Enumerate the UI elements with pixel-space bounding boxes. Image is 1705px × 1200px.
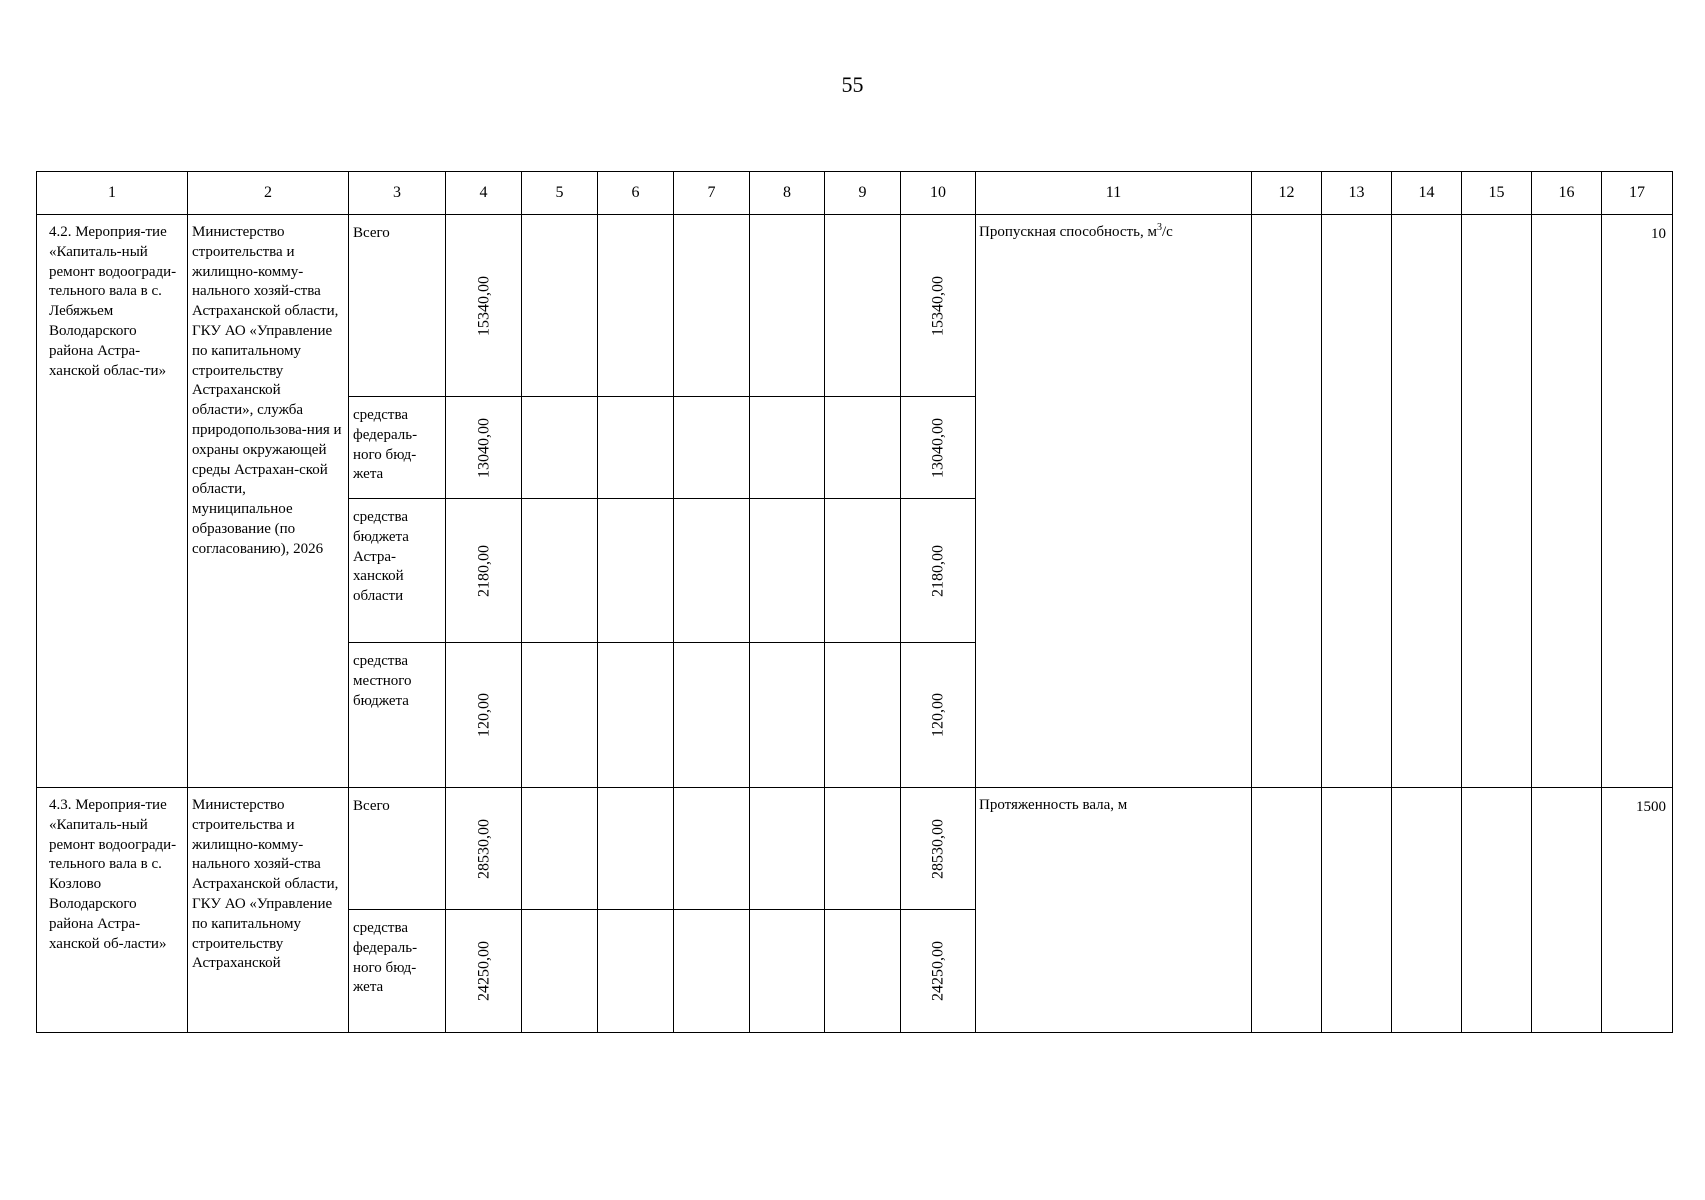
empty-cell xyxy=(825,499,901,643)
empty-cell xyxy=(598,397,674,499)
amount-col10: 15340,00 xyxy=(929,275,947,336)
amount-col4-cell xyxy=(446,788,522,910)
column-header: 10 xyxy=(901,172,976,215)
empty-cell xyxy=(674,215,750,397)
empty-cell xyxy=(1252,788,1322,1033)
amount-col10: 28530,00 xyxy=(929,818,947,879)
empty-cell xyxy=(1532,215,1602,788)
measure-name: 4.2. Мероприя-тие «Капиталь-ный ремонт водоогради-тельного вала в с. Лебяжьем Володарского района Астра-ханской облас-ти» xyxy=(49,224,177,379)
empty-cell xyxy=(750,643,825,788)
column-header: 4 xyxy=(446,172,522,215)
funding-source: средства местного бюджета xyxy=(353,653,412,709)
amount-col10: 120,00 xyxy=(929,693,947,737)
empty-cell xyxy=(1462,215,1532,788)
funding-source: средства федераль-ного бюд-жета xyxy=(353,920,418,996)
executor-text: Министерство строительства и жилищно-комму-нального хозяй-ства Астраханской области, ГКУ АО «Управление по капитальному строительству Астраханской xyxy=(192,797,339,972)
funding-source-cell xyxy=(349,788,446,910)
empty-cell xyxy=(1532,788,1602,1033)
funding-source: средства федераль-ного бюд-жета xyxy=(353,407,418,483)
target-value: 1500 xyxy=(1636,799,1666,815)
column-header: 3 xyxy=(349,172,446,215)
indicator-cell xyxy=(976,788,1252,1033)
page-number: 55 xyxy=(841,72,864,97)
measure-name: 4.3. Мероприя-тие «Капиталь-ный ремонт водоогради-тельного вала в с. Козлово Володарского района Астра-ханской об-ласти» xyxy=(49,797,177,952)
target-value-cell xyxy=(1602,215,1673,788)
amount-col4: 28530,00 xyxy=(474,818,492,879)
column-header: 2 xyxy=(188,172,349,215)
empty-cell xyxy=(522,397,598,499)
empty-cell xyxy=(674,788,750,910)
empty-cell xyxy=(522,499,598,643)
empty-cell xyxy=(674,910,750,1033)
funding-source-cell xyxy=(349,499,446,643)
column-header: 6 xyxy=(598,172,674,215)
funding-table xyxy=(36,171,1673,1033)
funding-source-cell xyxy=(349,910,446,1033)
empty-cell xyxy=(825,788,901,910)
executor-text: Министерство строительства и жилищно-комму-нального хозяй-ства Астраханской области, ГКУ АО «Управление по капитальному строительству Астраханской области», служба природопользова-ния и охраны окружающей среды Астрахан-ской области, муниципальное образование (по согласованию), 2026 xyxy=(192,224,342,557)
amount-col4: 13040,00 xyxy=(474,417,492,478)
column-header: 16 xyxy=(1532,172,1602,215)
empty-cell xyxy=(750,788,825,910)
empty-cell xyxy=(750,215,825,397)
indicator-text: Пропускная способность, $м^3/с$ xyxy=(979,222,1173,240)
empty-cell xyxy=(522,788,598,910)
amount-col4-cell xyxy=(446,910,522,1033)
empty-cell xyxy=(825,397,901,499)
column-header: 9 xyxy=(825,172,901,215)
column-header: 14 xyxy=(1392,172,1462,215)
amount-col10-cell xyxy=(901,643,976,788)
empty-cell xyxy=(825,910,901,1033)
executor-cell xyxy=(188,215,349,788)
funding-source-cell xyxy=(349,643,446,788)
funding-source-cell xyxy=(349,215,446,397)
funding-source: Всего xyxy=(353,225,390,241)
funding-source-cell xyxy=(349,397,446,499)
target-value-cell xyxy=(1602,788,1673,1033)
measure-name-cell xyxy=(37,788,188,1033)
empty-cell xyxy=(674,397,750,499)
amount-col4-cell xyxy=(446,397,522,499)
table-row xyxy=(37,788,1673,910)
empty-cell xyxy=(598,788,674,910)
empty-cell xyxy=(1322,215,1392,788)
amount-col4-cell xyxy=(446,643,522,788)
empty-cell xyxy=(522,643,598,788)
target-value: 10 xyxy=(1651,226,1666,242)
amount-col10-cell xyxy=(901,910,976,1033)
column-header: 12 xyxy=(1252,172,1322,215)
empty-cell xyxy=(1322,788,1392,1033)
empty-cell xyxy=(522,910,598,1033)
column-header: 11 xyxy=(976,172,1252,215)
column-header: 8 xyxy=(750,172,825,215)
amount-col10: 24250,00 xyxy=(929,941,947,1001)
empty-cell xyxy=(825,215,901,397)
funding-source: средства бюджета Астра-ханской области xyxy=(353,509,409,605)
amount-col10-cell xyxy=(901,499,976,643)
funding-source: Всего xyxy=(353,798,390,814)
empty-cell xyxy=(750,499,825,643)
empty-cell xyxy=(598,910,674,1033)
amount-col10: 2180,00 xyxy=(929,544,947,597)
empty-cell xyxy=(598,215,674,397)
amount-col4: 24250,00 xyxy=(474,941,492,1001)
empty-cell xyxy=(598,499,674,643)
column-header: 5 xyxy=(522,172,598,215)
empty-cell xyxy=(598,643,674,788)
amount-col4-cell xyxy=(446,215,522,397)
amount-col10-cell xyxy=(901,397,976,499)
measure-name-cell xyxy=(37,215,188,788)
amount-col10: 13040,00 xyxy=(929,417,947,478)
header-row xyxy=(37,172,1673,215)
amount-col4-cell xyxy=(446,499,522,643)
empty-cell xyxy=(1392,788,1462,1033)
column-header: 17 xyxy=(1602,172,1673,215)
column-header: 13 xyxy=(1322,172,1392,215)
amount-col4: 2180,00 xyxy=(474,544,492,597)
empty-cell xyxy=(750,910,825,1033)
amount-col4: 120,00 xyxy=(474,693,492,737)
empty-cell xyxy=(1252,215,1322,788)
empty-cell xyxy=(674,643,750,788)
amount-col4: 15340,00 xyxy=(474,275,492,336)
column-header: 7 xyxy=(674,172,750,215)
table-row xyxy=(37,215,1673,397)
column-header: 15 xyxy=(1462,172,1532,215)
amount-col10-cell xyxy=(901,215,976,397)
indicator-cell xyxy=(976,215,1252,788)
empty-cell xyxy=(1392,215,1462,788)
column-header: 1 xyxy=(37,172,188,215)
empty-cell xyxy=(750,397,825,499)
empty-cell xyxy=(522,215,598,397)
empty-cell xyxy=(674,499,750,643)
amount-col10-cell xyxy=(901,788,976,910)
empty-cell xyxy=(825,643,901,788)
indicator-text: Протяженность вала, м xyxy=(979,797,1128,813)
executor-cell xyxy=(188,788,349,1033)
empty-cell xyxy=(1462,788,1532,1033)
